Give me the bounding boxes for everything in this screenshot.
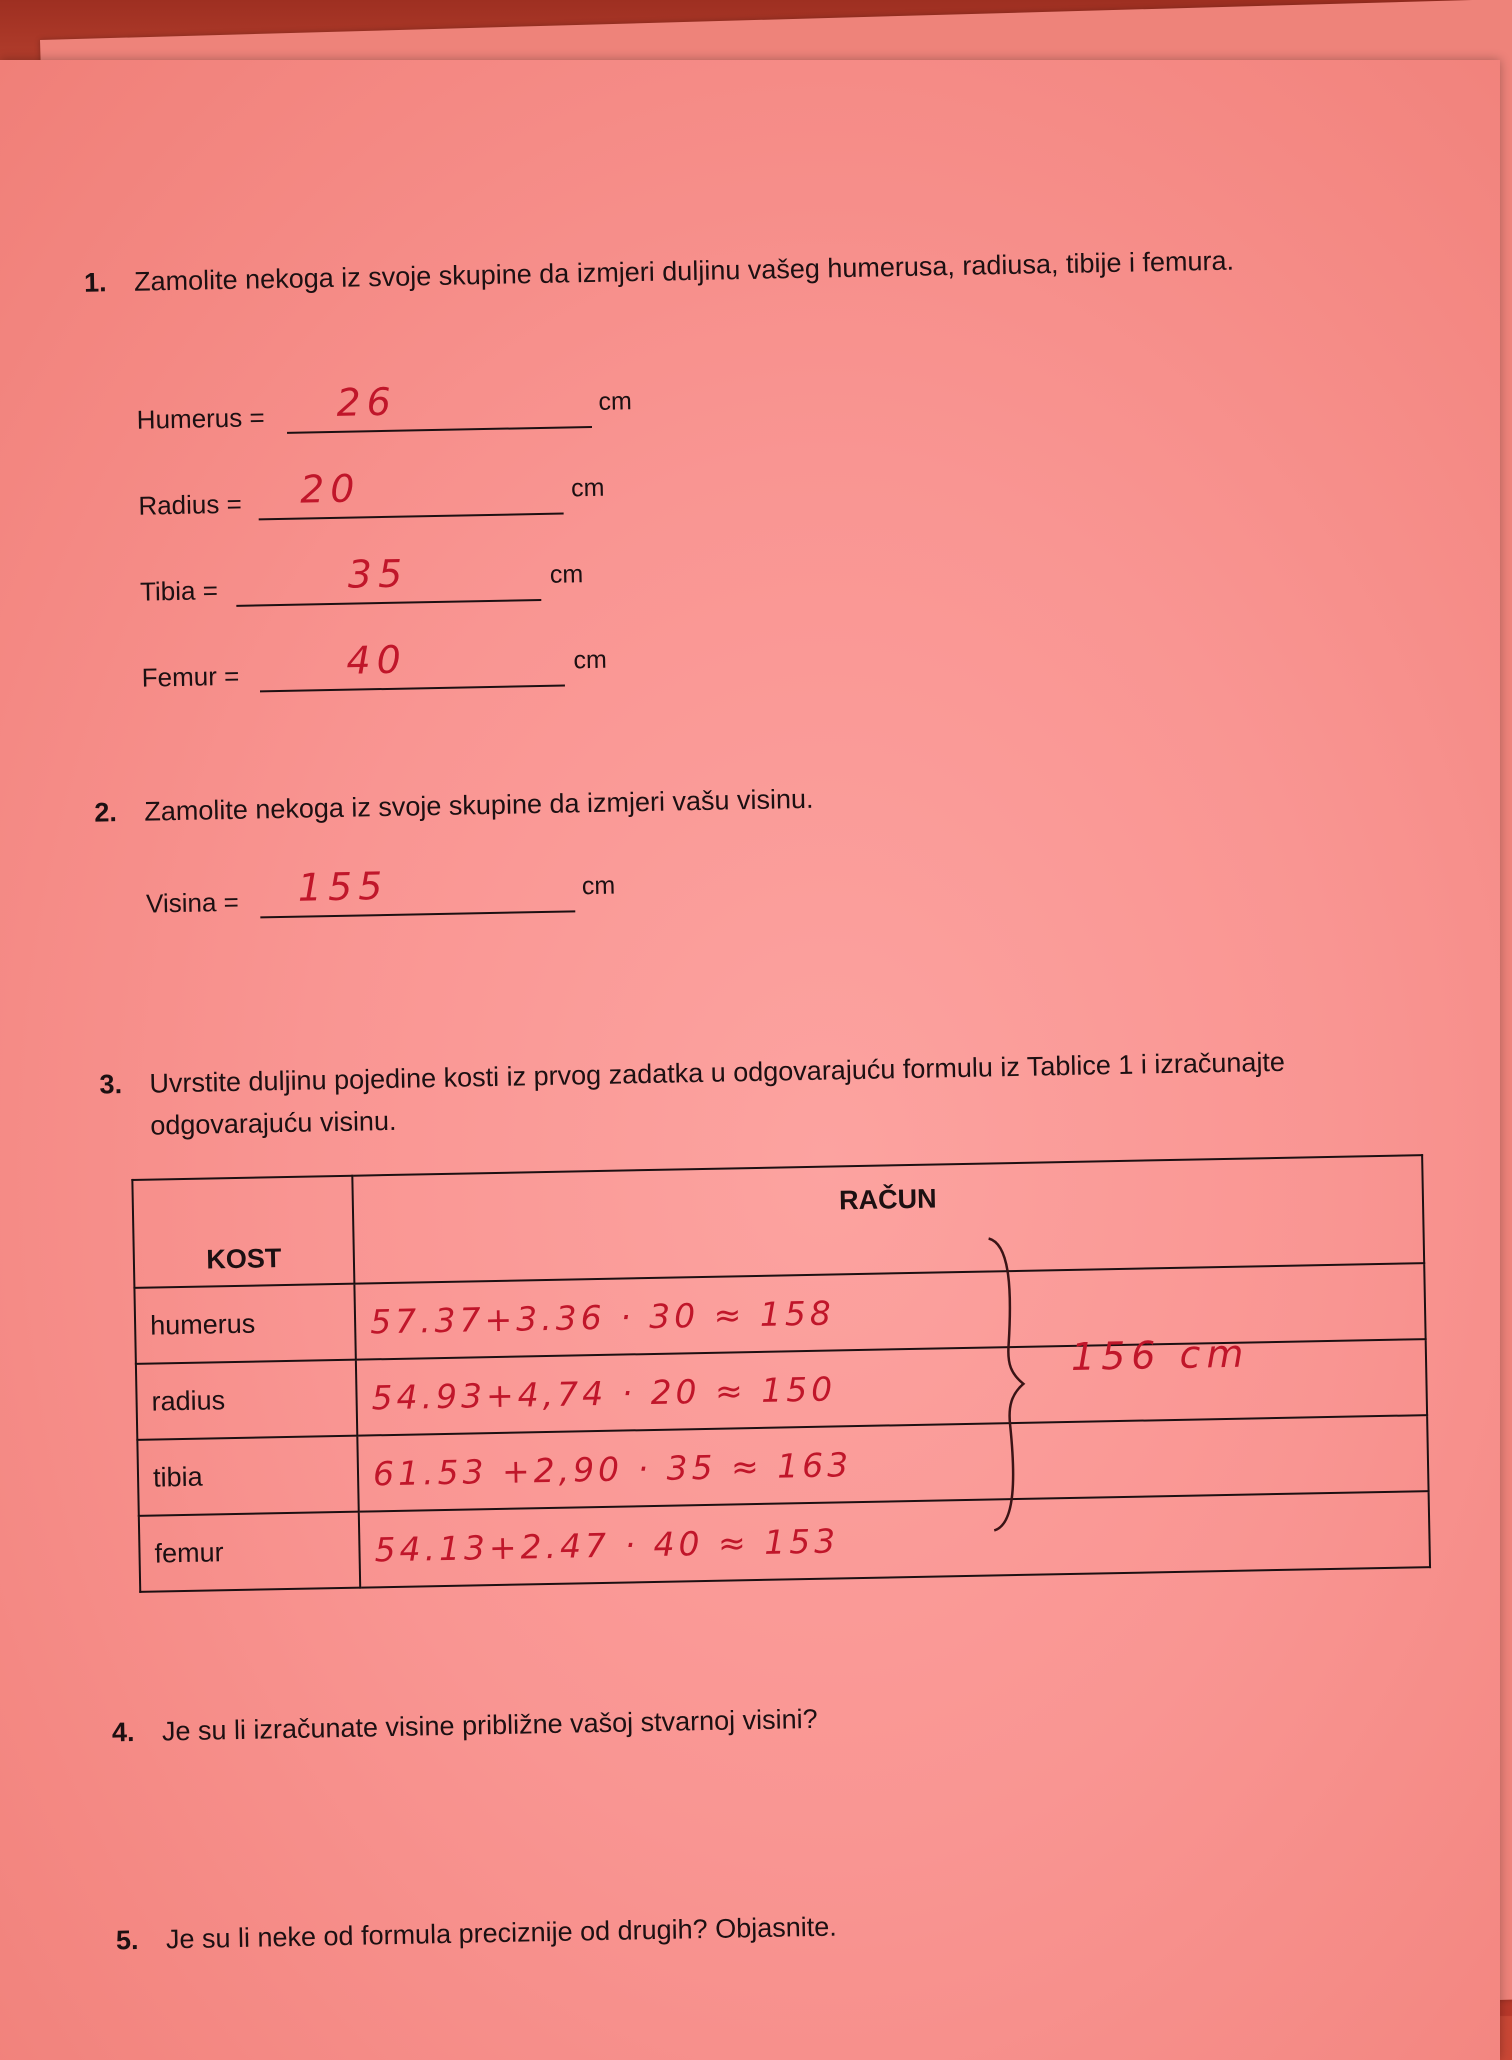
handwritten-value: 155 [297,863,389,910]
unit-label: cm [573,645,608,675]
header-racun: RAČUN [352,1155,1424,1284]
bone-cell: humerus [134,1284,355,1364]
question-1 [83,236,1425,303]
question-4 [111,1686,1453,1753]
femur-field [141,637,612,695]
answer-line [260,685,565,693]
handwritten-calculation: 57.37+3.36 · 30 ≈ 158 [369,1292,836,1341]
height-field [145,863,617,921]
answer-line [236,599,541,607]
handwritten-calculation: 61.53 +2,90 · 35 ≈ 163 [372,1444,853,1493]
handwritten-value: 40 [345,637,408,683]
field-label: Humerus = [136,402,265,435]
handwritten-calculation: 54.13+2.47 · 40 ≈ 153 [374,1520,840,1569]
question-2 [94,766,1435,833]
unit-label: cm [598,387,633,416]
unit-label: cm [581,871,616,901]
question-text: Je su li izračunate visine približne vašoj stvarnoj visini? [161,1703,818,1747]
unit-label: cm [549,560,584,589]
question-text: Zamolite nekoga iz svoje skupine da izmjeri duljinu vašeg humerusa, radiusa, tibije i femura. [133,245,1235,297]
field-label: Tibia = [139,575,219,607]
question-number: 2. [94,797,118,828]
question-5 [115,1894,1457,1961]
handwritten-brace [985,1234,1031,1535]
question-number: 3. [99,1069,123,1100]
handwritten-value: 35 [347,551,409,597]
humerus-field [136,379,633,437]
question-text: Zamolite nekoga iz svoje skupine da izmjeri vašu visinu. [143,783,814,827]
bone-cell: femur [139,1512,360,1592]
question-number: 5. [115,1924,139,1956]
question-number: 4. [111,1716,135,1748]
question-text: Uvrstite duljinu pojedine kosti iz prvog zadatka u odgovarajuću formulu iz Tablice 1 i izračunajte odgovarajuću visinu. [149,1046,1286,1141]
answer-line [259,513,564,521]
field-label: Visina = [145,886,240,919]
bone-cell: radius [136,1360,357,1440]
answer-line [287,426,592,434]
answer-line [260,910,575,918]
handwritten-value: 20 [299,466,361,512]
handwritten-value: 26 [336,379,398,425]
question-3 [99,1038,1440,1147]
handwritten-average-height: 156 cm [1070,1331,1250,1379]
header-kost: KOST [132,1176,354,1288]
unit-label: cm [570,473,605,503]
question-number: 1. [83,267,107,298]
field-label: Radius = [138,488,243,521]
field-label: Femur = [141,660,240,693]
question-text: Je su li neke od formula preciznije od drugih? Objasnite. [165,1911,837,1955]
handwritten-calculation: 54.93+4,74 · 20 ≈ 150 [371,1368,837,1417]
radius-field [138,466,609,523]
tibia-field [139,551,611,609]
bone-cell: tibia [137,1436,358,1516]
